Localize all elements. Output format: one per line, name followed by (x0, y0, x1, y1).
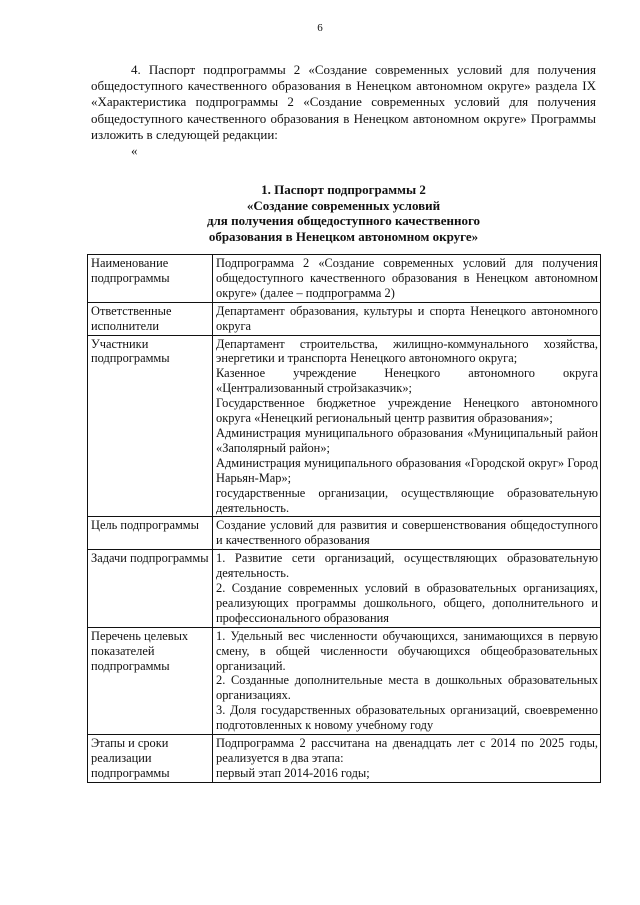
row-content (213, 335, 601, 517)
row-content-item: Казенное учреждение Ненецкого автономного округа «Централизованный стройзаказчик»; (216, 366, 598, 396)
passport-table (87, 254, 601, 783)
row-content-item: Администрация муниципального образования «Муниципальный район «Заполярный район»; (216, 425, 598, 455)
row-content (213, 255, 601, 303)
row-content (213, 735, 601, 783)
table-row (88, 335, 601, 517)
row-content-item: Государственное бюджетное учреждение Ненецкого автономного округа «Ненецкий региональный центр развития образования»; (216, 396, 598, 426)
heading-line-2: «Создание современных условий (246, 197, 441, 213)
page-number: 6 (317, 22, 323, 34)
row-content-item: 2. Созданные дополнительные места в дошкольных образовательных организациях. (216, 673, 598, 703)
heading-line-4: образования в Ненецком автономном округе» (208, 228, 479, 244)
intro-text (91, 62, 596, 159)
row-content-item: Департамент строительства, жилищно-коммунального хозяйства, энергетики и транспорта Ненецкого автономного округа; (216, 336, 598, 366)
row-label: Задачи подпрограммы (88, 550, 213, 628)
row-content (213, 627, 601, 734)
row-label: Наименование подпрограммы (88, 255, 213, 303)
row-content-item: 3. Доля государственных образовательных организаций, своевременно подготовленных к новому учебному году (216, 703, 598, 733)
row-content-item: первый этап 2014-2016 годы; (216, 765, 370, 780)
table-row (88, 255, 601, 303)
row-content-item: Департамент образования, культуры и спорта Ненецкого автономного округа (216, 303, 598, 333)
table-row (88, 302, 601, 335)
row-content-item: государственные организации, осуществляющие образовательную деятельность. (216, 485, 598, 515)
intro-paragraph: 4. Паспорт подпрограммы 2 «Создание современных условий для получения общедоступного качественного образования в Ненецком автономном округе» раздела IX «Характеристика подпрограммы 2 «Создание современных условий для получения общедоступного качественного образования в Ненецком автономном округе» Программы изложить в следующей редакции: (91, 62, 596, 142)
row-content (213, 517, 601, 550)
row-content-item: Администрация муниципального образования «Городской округ» Город Нарьян-Мар»; (216, 455, 598, 485)
row-label: Ответственные исполнители (88, 302, 213, 335)
opening-quote: « (131, 143, 138, 159)
row-content (213, 550, 601, 628)
row-content (213, 302, 601, 335)
row-content-item: 1. Развитие сети организаций, осуществляющих образовательную деятельность. (216, 551, 598, 581)
row-label: Перечень целевых показателей подпрограммы (88, 627, 213, 734)
table-row (88, 550, 601, 628)
heading-line-1: 1. Паспорт подпрограммы 2 (261, 182, 426, 197)
table-row (88, 627, 601, 734)
row-label: Цель подпрограммы (88, 517, 213, 550)
heading-line-3: для получения общедоступного качественного (206, 213, 481, 229)
row-content-item: 1. Удельный вес численности обучающихся, занимающихся в первую смену, в общей численности обучающихся общеобразовательных организаций. (216, 628, 598, 673)
row-label: Участники подпрограммы (88, 335, 213, 517)
passport-table-body (88, 255, 601, 783)
row-content-item: Подпрограмма 2 рассчитана на двенадцать лет с 2014 по 2025 годы, реализуется в два этапа: (216, 736, 598, 765)
table-row (88, 517, 601, 550)
passport-heading (91, 182, 596, 244)
row-content-item: 2. Создание современных условий в образовательных организациях, реализующих программы дошкольного, общего, дополнительного и профессионального образования (216, 581, 598, 625)
row-label: Этапы и сроки реализации подпрограммы (88, 735, 213, 783)
row-content-item: Подпрограмма 2 «Создание современных условий для получения общедоступного качественного образования в Ненецком автономном округе» (далее – подпрограмма 2) (216, 256, 598, 300)
row-content-item: Создание условий для развития и совершенствования общедоступного и качественного образования (216, 518, 598, 548)
table-row (88, 735, 601, 783)
